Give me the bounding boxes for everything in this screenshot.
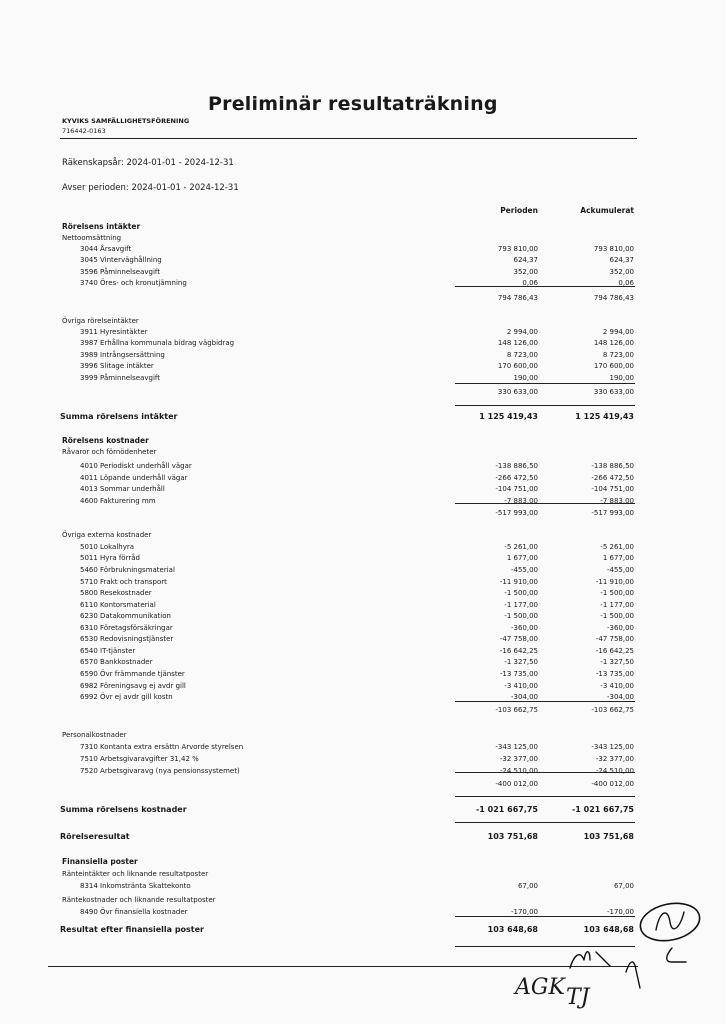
fiscal-year: Räkenskapsår: 2024-01-01 - 2024-12-31 bbox=[62, 158, 234, 168]
period-value: -1 177,00 bbox=[504, 601, 538, 609]
cumulative-value: 624,37 bbox=[609, 256, 634, 264]
cumulative-value: -360,00 bbox=[606, 624, 634, 632]
column-header-period: Perioden bbox=[500, 206, 538, 215]
period-value: 624,37 bbox=[513, 256, 538, 264]
rule-line bbox=[455, 796, 635, 797]
rule-line bbox=[455, 405, 635, 406]
subsection-heading bbox=[0, 531, 726, 542]
row-label: 6110 Kontorsmaterial bbox=[80, 601, 156, 609]
cumulative-value: 794 786,43 bbox=[593, 294, 634, 302]
period-value: 794 786,43 bbox=[497, 294, 538, 302]
period-value: -266 472,50 bbox=[495, 474, 538, 482]
rule-line bbox=[455, 503, 635, 504]
period-value: -5 261,00 bbox=[504, 543, 538, 551]
table-row bbox=[0, 554, 726, 565]
row-label: Räntekostnader och liknande resultatposter bbox=[62, 896, 216, 904]
period-value: 2 994,00 bbox=[506, 328, 538, 336]
period-value: 352,00 bbox=[513, 268, 538, 276]
table-row bbox=[0, 566, 726, 577]
summary-row bbox=[0, 805, 726, 816]
row-label: 3740 Öres- och kronutjämning bbox=[80, 279, 187, 287]
report-period: Avser perioden: 2024-01-01 - 2024-12-31 bbox=[62, 183, 239, 193]
period-value: -16 642,25 bbox=[499, 647, 538, 655]
row-label: 5710 Frakt och transport bbox=[80, 578, 167, 586]
period-value: 330 633,00 bbox=[497, 388, 538, 396]
footer-divider bbox=[48, 966, 638, 967]
table-row bbox=[0, 462, 726, 473]
period-value: 67,00 bbox=[517, 882, 538, 890]
row-label: Summa rörelsens intäkter bbox=[60, 412, 178, 421]
subtotal-row bbox=[0, 706, 726, 717]
table-row bbox=[0, 743, 726, 754]
signature-initials: AGK bbox=[515, 975, 565, 1000]
row-label: 3989 Intrångsersättning bbox=[80, 351, 165, 359]
document-title: Preliminär resultaträkning bbox=[208, 93, 498, 115]
cumulative-value: 103 751,68 bbox=[583, 832, 634, 841]
period-value: -103 662,75 bbox=[495, 706, 538, 714]
cumulative-value: -343 125,00 bbox=[591, 743, 634, 751]
row-label: 5010 Lokalhyra bbox=[80, 543, 135, 551]
period-value: 103 751,68 bbox=[487, 832, 538, 841]
table-row bbox=[0, 578, 726, 589]
cumulative-value: -1 021 667,75 bbox=[571, 805, 634, 814]
subtotal-row bbox=[0, 388, 726, 399]
period-value: -47 758,00 bbox=[499, 635, 538, 643]
rule-line bbox=[455, 701, 635, 702]
cumulative-value: 352,00 bbox=[609, 268, 634, 276]
row-label: 6570 Bankkostnader bbox=[80, 658, 153, 666]
period-value: -138 886,50 bbox=[495, 462, 538, 470]
table-row bbox=[0, 485, 726, 496]
subsection-heading bbox=[0, 234, 726, 245]
summary-row bbox=[0, 412, 726, 423]
subtotal-row bbox=[0, 294, 726, 305]
period-value: -517 993,00 bbox=[495, 509, 538, 517]
row-label: 6992 Övr ej avdr gill kostn bbox=[80, 693, 173, 701]
row-label: 4011 Löpande underhåll vägar bbox=[80, 474, 188, 482]
row-label: 5800 Resekostnader bbox=[80, 589, 152, 597]
period-value: 1 125 419,43 bbox=[479, 412, 538, 421]
rule-line bbox=[455, 383, 635, 384]
row-label: 3987 Erhållna kommunala bidrag vägbidrag bbox=[80, 339, 235, 347]
row-label: Nettoomsättning bbox=[62, 234, 122, 242]
cumulative-value: -5 261,00 bbox=[600, 543, 634, 551]
cumulative-value: -138 886,50 bbox=[591, 462, 634, 470]
cumulative-value: 148 126,00 bbox=[593, 339, 634, 347]
cumulative-value: -455,00 bbox=[606, 566, 634, 574]
row-label: Övriga externa kostnader bbox=[62, 531, 152, 539]
cumulative-value: 1 677,00 bbox=[602, 554, 634, 562]
period-value: -3 410,00 bbox=[504, 682, 538, 690]
section-heading bbox=[0, 436, 726, 447]
cumulative-value: -400 012,00 bbox=[591, 780, 634, 788]
cumulative-value: 2 994,00 bbox=[602, 328, 634, 336]
row-label: 4013 Sommar underhåll bbox=[80, 485, 165, 493]
period-value: -304,00 bbox=[510, 693, 538, 701]
cumulative-value: 0,06 bbox=[618, 279, 634, 287]
row-label: 8490 Övr finansiella kostnader bbox=[80, 908, 188, 916]
table-row bbox=[0, 589, 726, 600]
cumulative-value: 8 723,00 bbox=[602, 351, 634, 359]
subsection-heading bbox=[0, 317, 726, 328]
row-label: 3596 Påminnelseavgift bbox=[80, 268, 160, 276]
table-row bbox=[0, 658, 726, 669]
table-row bbox=[0, 339, 726, 350]
row-label: Övriga rörelseintäkter bbox=[62, 317, 139, 325]
cumulative-value: -517 993,00 bbox=[591, 509, 634, 517]
row-label: 8314 Inkomstränta Skattekonto bbox=[80, 882, 191, 890]
table-row bbox=[0, 256, 726, 267]
cumulative-value: -104 751,00 bbox=[591, 485, 634, 493]
row-label: 6310 Företagsförsäkringar bbox=[80, 624, 173, 632]
table-row bbox=[0, 268, 726, 279]
header-divider bbox=[60, 138, 637, 139]
row-label: 6230 Datakommunikation bbox=[80, 612, 171, 620]
signature-initials: TJ bbox=[566, 985, 590, 1010]
period-value: -104 751,00 bbox=[495, 485, 538, 493]
table-row bbox=[0, 647, 726, 658]
row-label: 4600 Fakturering mm bbox=[80, 497, 156, 505]
row-label: 6590 Övr främmande tjänster bbox=[80, 670, 185, 678]
row-label: 6982 Föreningsavg ej avdr gill bbox=[80, 682, 186, 690]
table-row bbox=[0, 474, 726, 485]
cumulative-value: -1 500,00 bbox=[600, 612, 634, 620]
table-row bbox=[0, 882, 726, 893]
row-label: 5460 Förbrukningsmaterial bbox=[80, 566, 175, 574]
row-label: Rörelsens kostnader bbox=[62, 436, 149, 445]
subsection-heading bbox=[0, 448, 726, 459]
organization-number: 716442-0163 bbox=[62, 127, 106, 135]
cumulative-value: 330 633,00 bbox=[593, 388, 634, 396]
table-row bbox=[0, 362, 726, 373]
cumulative-value: 67,00 bbox=[613, 882, 634, 890]
table-row bbox=[0, 682, 726, 693]
row-label: Personalkostnader bbox=[62, 731, 127, 739]
period-value: 8 723,00 bbox=[506, 351, 538, 359]
cumulative-value: -47 758,00 bbox=[595, 635, 634, 643]
period-value: -1 500,00 bbox=[504, 589, 538, 597]
period-value: -13 735,00 bbox=[499, 670, 538, 678]
table-row bbox=[0, 601, 726, 612]
subsection-heading bbox=[0, 731, 726, 742]
section-heading bbox=[0, 222, 726, 233]
subtotal-row bbox=[0, 780, 726, 791]
table-row bbox=[0, 245, 726, 256]
row-label: Resultat efter finansiella poster bbox=[60, 925, 204, 934]
cumulative-value: 170 600,00 bbox=[593, 362, 634, 370]
table-row bbox=[0, 624, 726, 635]
cumulative-value: -3 410,00 bbox=[600, 682, 634, 690]
period-value: -1 021 667,75 bbox=[475, 805, 538, 814]
cumulative-value: -103 662,75 bbox=[591, 706, 634, 714]
row-label: 3996 Slitage intäkter bbox=[80, 362, 154, 370]
period-value: -343 125,00 bbox=[495, 743, 538, 751]
period-value: -360,00 bbox=[510, 624, 538, 632]
row-label: Råvaror och förnödenheter bbox=[62, 448, 157, 456]
period-value: 170 600,00 bbox=[497, 362, 538, 370]
subsection-heading bbox=[0, 870, 726, 881]
period-value: 0,06 bbox=[522, 279, 538, 287]
period-value: -32 377,00 bbox=[499, 755, 538, 763]
period-value: -170,00 bbox=[510, 908, 538, 916]
period-value: -455,00 bbox=[510, 566, 538, 574]
cumulative-value: -304,00 bbox=[606, 693, 634, 701]
row-label: Summa rörelsens kostnader bbox=[60, 805, 187, 814]
cumulative-value: -7 883,00 bbox=[600, 497, 634, 505]
period-value: 190,00 bbox=[513, 374, 538, 382]
period-value: 793 810,00 bbox=[497, 245, 538, 253]
row-label: 7510 Arbetsgivaravgifter 31,42 % bbox=[80, 755, 199, 763]
row-label: 6530 Redovisningstjänster bbox=[80, 635, 174, 643]
cumulative-value: 793 810,00 bbox=[593, 245, 634, 253]
period-value: -11 910,00 bbox=[499, 578, 538, 586]
row-label: Finansiella poster bbox=[62, 857, 138, 866]
rule-line bbox=[455, 822, 635, 823]
cumulative-value: -32 377,00 bbox=[595, 755, 634, 763]
row-label: 7310 Kontanta extra ersättn Arvorde styrelsen bbox=[80, 743, 244, 751]
row-label: 3911 Hyresintäkter bbox=[80, 328, 148, 336]
rule-line bbox=[455, 286, 635, 287]
row-label: 6540 IT-tjänster bbox=[80, 647, 136, 655]
period-value: -7 883,00 bbox=[504, 497, 538, 505]
cumulative-value: -24 510,00 bbox=[595, 767, 634, 775]
cumulative-value: -16 642,25 bbox=[595, 647, 634, 655]
cumulative-value: 1 125 419,43 bbox=[575, 412, 634, 421]
row-label: Ränteintäkter och liknande resultatposter bbox=[62, 870, 209, 878]
table-row bbox=[0, 279, 726, 290]
cumulative-value: -13 735,00 bbox=[595, 670, 634, 678]
row-label: 3999 Påminnelseavgift bbox=[80, 374, 160, 382]
cumulative-value: -170,00 bbox=[606, 908, 634, 916]
cumulative-value: -1 177,00 bbox=[600, 601, 634, 609]
summary-row bbox=[0, 832, 726, 843]
cumulative-value: -11 910,00 bbox=[595, 578, 634, 586]
table-row bbox=[0, 670, 726, 681]
row-label: 7520 Arbetsgivaravg (nya pensionssystemet) bbox=[80, 767, 240, 775]
cumulative-value: 103 648,68 bbox=[583, 925, 634, 934]
period-value: 103 648,68 bbox=[487, 925, 538, 934]
table-row bbox=[0, 635, 726, 646]
table-row bbox=[0, 328, 726, 339]
table-row bbox=[0, 755, 726, 766]
period-value: -1 500,00 bbox=[504, 612, 538, 620]
row-label: 3045 Vinterväghållning bbox=[80, 256, 162, 264]
cumulative-value: -266 472,50 bbox=[591, 474, 634, 482]
row-label: Rörelsens intäkter bbox=[62, 222, 141, 231]
cumulative-value: -1 327,50 bbox=[600, 658, 634, 666]
period-value: 148 126,00 bbox=[497, 339, 538, 347]
section-heading bbox=[0, 857, 726, 868]
period-value: 1 677,00 bbox=[506, 554, 538, 562]
table-row bbox=[0, 693, 726, 704]
period-value: -1 327,50 bbox=[504, 658, 538, 666]
table-row bbox=[0, 612, 726, 623]
table-row bbox=[0, 543, 726, 554]
organization-name: KYVIKS SAMFÄLLIGHETSFÖRENING bbox=[62, 117, 190, 125]
row-label: 5011 Hyra förråd bbox=[80, 554, 140, 562]
row-label: 4010 Periodiskt underhåll vägar bbox=[80, 462, 192, 470]
cumulative-value: 190,00 bbox=[609, 374, 634, 382]
row-label: 3044 Årsavgift bbox=[80, 245, 132, 253]
subtotal-row bbox=[0, 509, 726, 520]
row-label: Rörelseresultat bbox=[60, 832, 130, 841]
period-value: -400 012,00 bbox=[495, 780, 538, 788]
rule-line bbox=[455, 772, 635, 773]
column-header-cumulative: Ackumulerat bbox=[580, 206, 634, 215]
table-row bbox=[0, 351, 726, 362]
period-value: -24 510,00 bbox=[499, 767, 538, 775]
cumulative-value: -1 500,00 bbox=[600, 589, 634, 597]
